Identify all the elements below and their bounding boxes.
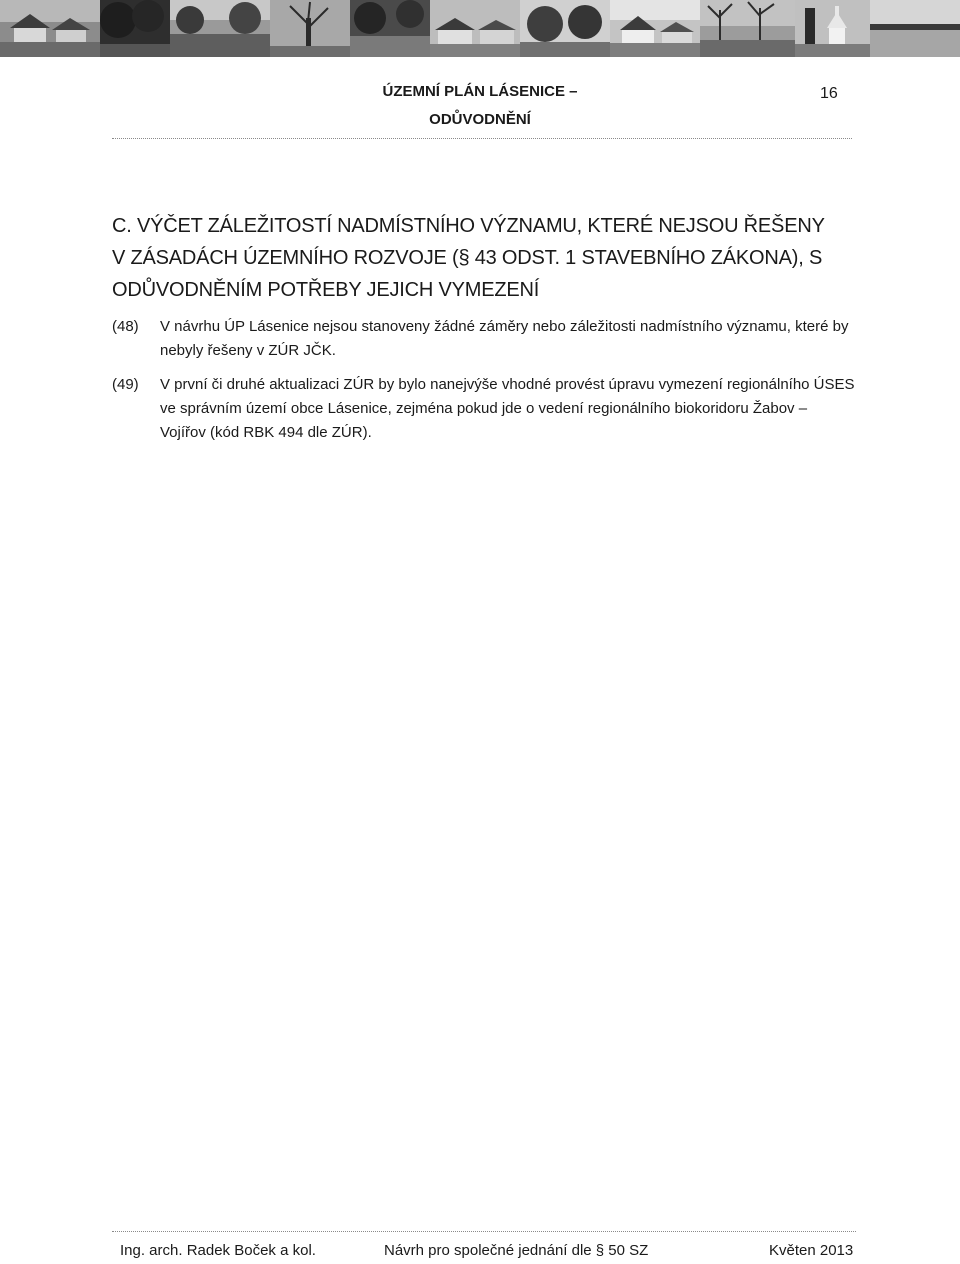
paragraph-49	[112, 373, 857, 445]
paragraph-number: (48)	[112, 318, 139, 335]
document-title	[300, 78, 660, 134]
footer-divider	[112, 1231, 856, 1232]
trees-photo	[100, 0, 170, 57]
footer-date: Květen 2013	[769, 1242, 854, 1259]
footer-purpose: Návrh pro společné jednání dle § 50 SZ	[384, 1242, 649, 1259]
lake-photo	[870, 0, 960, 57]
houses-row-photo	[610, 0, 700, 57]
bare-tree-photo	[270, 0, 350, 57]
river-photo	[350, 0, 430, 57]
pond-photo	[170, 0, 270, 57]
document-title-line2: ODŮVODNĚNÍ	[429, 111, 531, 128]
footer-author: Ing. arch. Radek Boček a kol.	[120, 1242, 316, 1259]
paragraph-text: V návrhu ÚP Lásenice nejsou stanoveny žádné záměry nebo záležitosti nadmístního významu, které by nebyly řešeny v ZÚR JČK.	[160, 318, 849, 359]
header-divider	[112, 138, 852, 139]
header-photo-strip	[0, 0, 960, 57]
village-houses-photo	[0, 0, 100, 57]
paragraph-48	[112, 315, 857, 363]
paragraph-text: V první či druhé aktualizaci ZÚR by bylo nanejvýše vhodné provést úpravu vymezení regionálního ÚSES ve správním území obce Lásenice, zejména pokud jde o vedení regionálního biokoridoru Žabov – Vojířov (kód RBK 494 dle ZÚR).	[160, 376, 855, 441]
lake-trees-photo	[700, 0, 795, 57]
section-heading: C. VÝČET ZÁLEŽITOSTÍ NADMÍSTNÍHO VÝZNAMU, KTERÉ NEJSOU ŘEŠENY V ZÁSADÁCH ÚZEMNÍHO ROZVOJE (§ 43 ODST. 1 STAVEBNÍHO ZÁKONA), S ODŮVODNĚNÍM POTŘEBY JEJICH VYMEZENÍ	[112, 215, 825, 301]
paragraph-number: (49)	[112, 376, 139, 393]
trees-sky-photo	[520, 0, 610, 57]
document-title-line1: ÚZEMNÍ PLÁN LÁSENICE –	[382, 83, 578, 100]
chapel-photo	[795, 0, 870, 57]
street-houses-photo	[430, 0, 520, 57]
page-number: 16	[820, 85, 838, 102]
